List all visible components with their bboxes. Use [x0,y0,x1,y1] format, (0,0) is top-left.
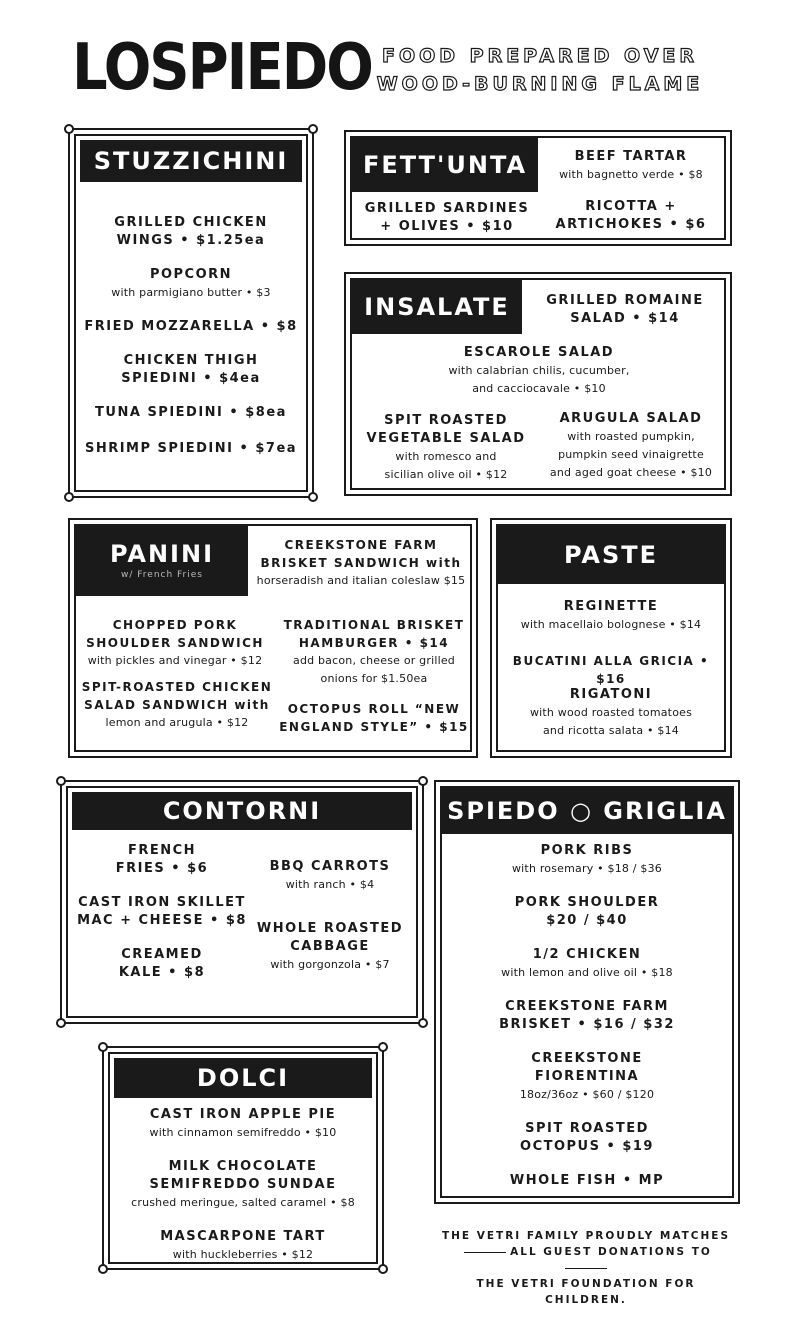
menu-item: SHRIMP SPIEDINI • $7ea [84,441,298,456]
menu-item: SPIT ROASTED OCTOPUS • $19 [520,1121,654,1154]
menu-item: ESCAROLE SALAD with calabrian chilis, cucumber, and cacciocavale • $10 [448,345,630,395]
menu-item: GRILLED ROMAINE SALAD • $14 [546,293,704,326]
menu-item: CREAMED KALE • $8 [118,947,206,980]
insalate-title: INSALATE [352,280,522,334]
menu-item: CAST IRON SKILLET MAC + CHEESE • $8 [77,895,247,928]
donation-line-2: ALL GUEST DONATIONS TO [510,1246,712,1258]
stuzzichini-section [68,128,314,498]
menu-item: CHICKEN THIGH SPIEDINI • $4ea [121,353,261,386]
menu-item: PORK SHOULDER $20 / $40 [514,895,660,928]
menu-item: BBQ CARROTS with ranch • $4 [269,859,391,891]
menu-item: MILK CHOCOLATE SEMIFREDDO SUNDAE crushed meringue, salted caramel • $8 [131,1159,355,1209]
menu-item: ARUGULA SALAD with roasted pumpkin, pumpkin seed vinaigrette and aged goat cheese • $10 [549,411,713,479]
menu-item: CAST IRON APPLE PIE with cinnamon semifreddo • $10 [149,1107,337,1139]
menu-item: TUNA SPIEDINI • $8ea [95,405,287,420]
menu-item: GRILLED CHICKEN WINGS • $1.25ea [114,215,268,248]
contorni-title: CONTORNI [72,792,412,830]
dolci-title: DOLCI [114,1058,372,1098]
menu-item: OCTOPUS ROLL “NEW ENGLAND STYLE” • $15 [279,702,469,734]
menu-item: CREEKSTONE FIORENTINA 18oz/36oz • $60 / $120 [519,1051,655,1101]
panini-title: PANINI w/ French Fries [76,526,248,596]
fettunta-section [344,130,732,246]
menu-item: CREEKSTONE FARM BRISKET SANDWICH with horseradish and italian coleslaw $15 [256,538,466,587]
menu-item: MASCARPONE TART with huckleberries • $12 [160,1229,326,1261]
menu-item: SPIT ROASTED VEGETABLE SALAD with romesco and sicilian olive oil • $12 [366,413,526,481]
spiedo-griglia-section [434,780,740,1204]
contorni-section [60,780,424,1024]
menu-item: BEEF TARTAR with bagnetto verde • $8 [559,149,703,181]
tagline-line-1: FOOD PREPARED OVER [381,45,699,67]
menu-item: RICOTTA + ARTICHOKES • $6 [555,199,707,232]
donation-note [436,1228,736,1308]
donation-line-1: THE VETRI FAMILY PROUDLY MATCHES [441,1230,731,1242]
dolci-section [102,1046,384,1270]
menu-item: BUCATINI ALLA GRICIA • $16 [512,654,710,686]
menu-item: CHOPPED PORK SHOULDER SANDWICH with pickles and vinegar • $12 [86,618,264,667]
tagline-line-2: WOOD-BURNING FLAME [376,73,704,95]
menu-item: REGINETTE with macellaio bolognese • $14 [520,599,702,631]
menu-item: WHOLE FISH • MP [509,1173,665,1188]
donation-line-3: THE VETRI FOUNDATION FOR CHILDREN. [476,1278,696,1306]
menu-item: 1/2 CHICKEN with lemon and olive oil • $18 [501,947,673,979]
fettunta-title: FETT'UNTA [352,138,538,192]
menu-item: PORK RIBS with rosemary • $18 / $36 [511,843,662,875]
stuzzichini-title: STUZZICHINI [80,140,302,182]
menu-item: GRILLED SARDINES + OLIVES • $10 [364,201,530,234]
arrow-left-icon [565,1268,607,1269]
panini-section [68,518,478,758]
menu-item: FRIED MOZZARELLA • $8 [84,319,298,334]
tagline [370,42,710,98]
menu-item: RIGATONI with wood roasted tomatoes and ricotta salata • $14 [529,687,693,737]
menu-item: WHOLE ROASTED CABBAGE with gorgonzola • $7 [256,921,404,971]
spiedo-griglia-title: SPIEDO ○ GRIGLIA [442,788,732,834]
menu-item: CREEKSTONE FARM BRISKET • $16 / $32 [499,999,675,1032]
paste-section [490,518,732,758]
arrow-right-icon [464,1252,506,1253]
menu-item: TRADITIONAL BRISKET HAMBURGER • $14 add bacon, cheese or grilled onions for $1.50ea [283,618,465,685]
menu-item: FRENCH FRIES • $6 [115,843,209,876]
paste-title: PASTE [498,526,724,584]
insalate-section [344,272,732,496]
menu-item: SPIT-ROASTED CHICKEN SALAD SANDWICH with lemon and arugula • $12 [81,680,273,729]
menu-item: POPCORN with parmigiano butter • $3 [111,267,271,299]
restaurant-logo: LOSPIEDO [72,30,372,105]
